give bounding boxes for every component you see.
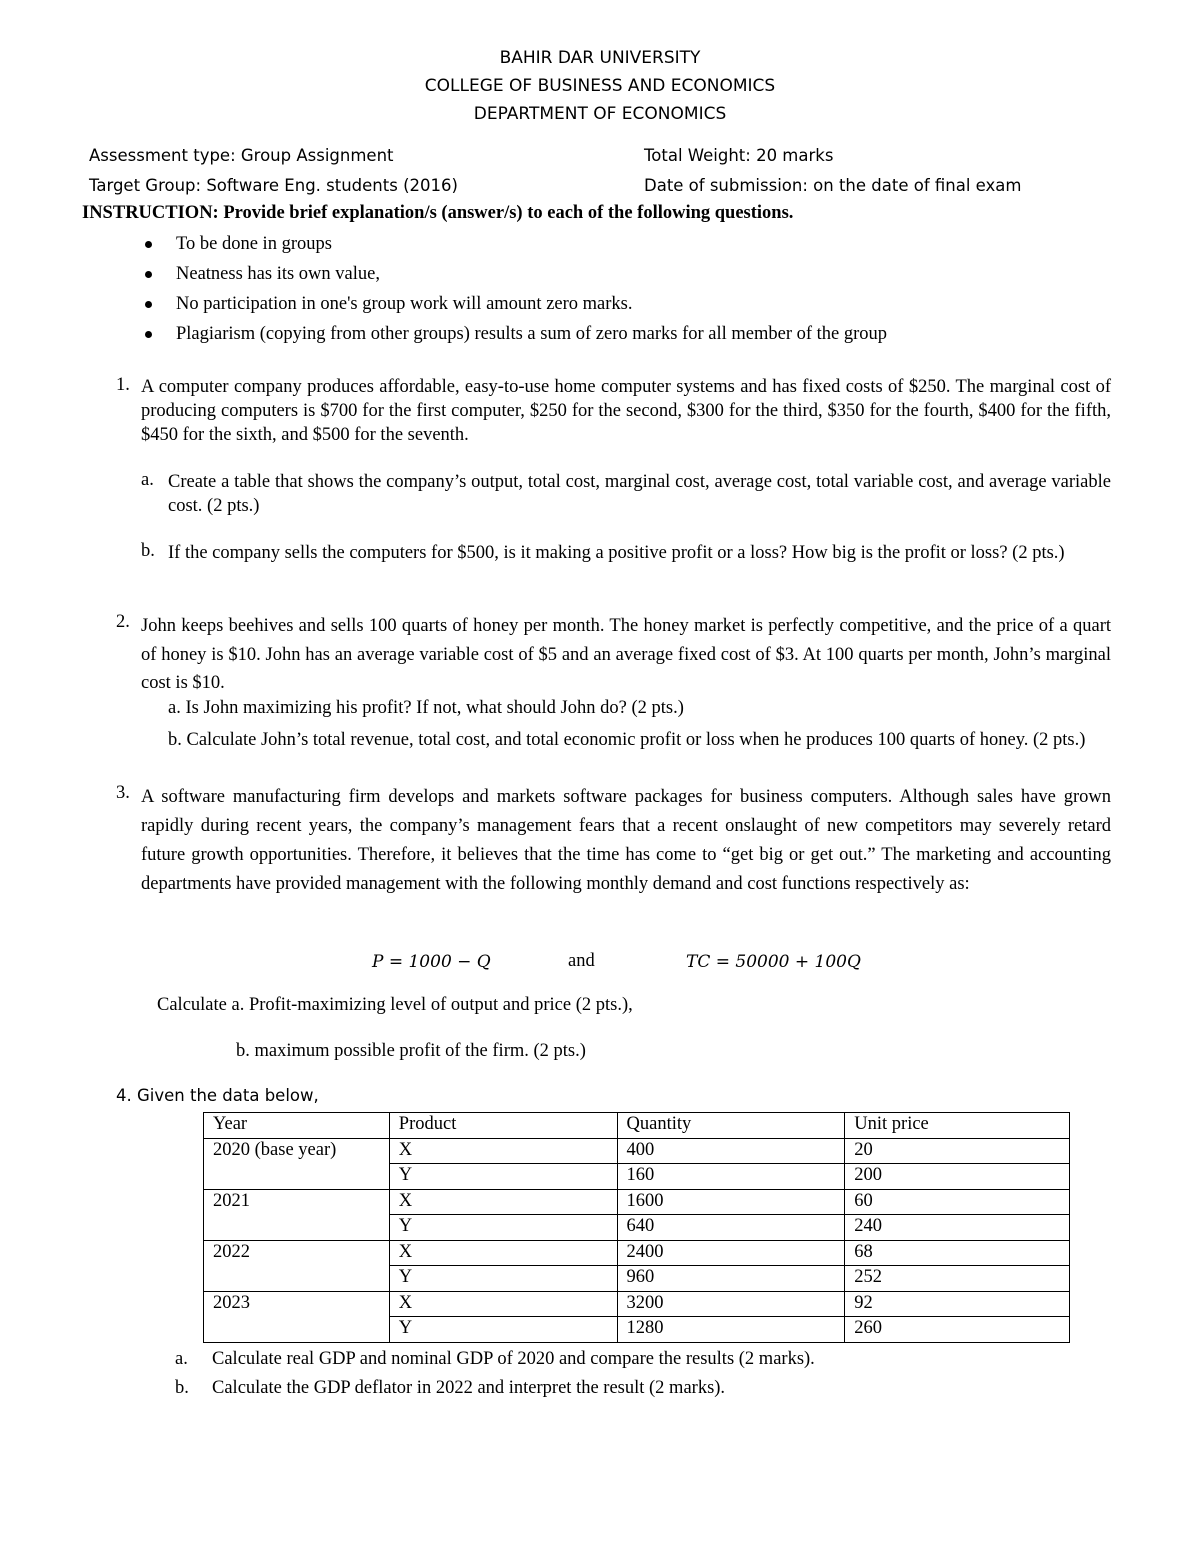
year-cell-empty — [204, 1215, 390, 1241]
table-row — [204, 1189, 1070, 1215]
product-cell: Y — [389, 1266, 617, 1292]
q3b-text: b. maximum possible profit of the firm. (2 pts.) — [236, 1041, 586, 1061]
table-row — [204, 1215, 1070, 1241]
q4b-label: b. — [175, 1378, 189, 1398]
quantity-cell: 160 — [617, 1164, 845, 1190]
price-cell: 240 — [845, 1215, 1070, 1241]
table-row — [204, 1138, 1070, 1164]
college-title: COLLEGE OF BUSINESS AND ECONOMICS — [424, 76, 776, 96]
q1a-label: a. — [141, 470, 154, 490]
instruction-heading: INSTRUCTION: Provide brief explanation/s (answer/s) to each of the following questions. — [82, 203, 794, 223]
year-cell: 2021 — [204, 1189, 390, 1215]
price-cell: 68 — [845, 1240, 1070, 1266]
price-cell: 252 — [845, 1266, 1070, 1292]
table-header-cell: Unit price — [845, 1113, 1070, 1139]
year-cell-empty — [204, 1266, 390, 1292]
product-cell: X — [389, 1138, 617, 1164]
table-header-row — [204, 1113, 1070, 1139]
quantity-cell: 400 — [617, 1138, 845, 1164]
assessment-type: Assessment type: Group Assignment — [89, 146, 394, 165]
q2a-text: a. Is John maximizing his profit? If not, what should John do? (2 pts.) — [168, 698, 684, 718]
q1a-text: Create a table that shows the company’s output, total cost, marginal cost, average cost, total variable cost, and average variable cost. (2 pts.) — [168, 472, 1111, 516]
q1b-text: If the company sells the computers for $500, is it making a positive profit or a loss? How big is the profit or loss? (2 pts.) — [168, 543, 1065, 563]
university-title: BAHIR DAR UNIVERSITY — [499, 48, 701, 68]
quantity-cell: 1600 — [617, 1189, 845, 1215]
equation-and: and — [568, 951, 595, 971]
bullet-icon — [145, 241, 152, 248]
quantity-cell: 1280 — [617, 1317, 845, 1343]
instruction-bullet: No participation in one's group work will amount zero marks. — [176, 294, 633, 314]
table-header-cell: Product — [389, 1113, 617, 1139]
submission-date: Date of submission: on the date of final exam — [644, 176, 1022, 195]
q1b-label: b. — [141, 541, 155, 561]
q2b-text: b. Calculate John’s total revenue, total cost, and total economic profit or loss when he produces 100 quarts of honey. (2 pts.) — [168, 730, 1086, 750]
price-cell: 260 — [845, 1317, 1070, 1343]
q2-text: John keeps beehives and sells 100 quarts of honey per month. The honey market is perfectly competitive, and the price of a quart of honey is $10. John has an average variable cost of $5 and an average fixed cost of $3. At 100 quarts per month, John’s marginal cost is $10. — [141, 616, 1111, 693]
q3a-text: Calculate a. Profit-maximizing level of output and price (2 pts.), — [157, 995, 633, 1015]
product-cell: Y — [389, 1215, 617, 1241]
year-cell-empty — [204, 1317, 390, 1343]
q1-number: 1. — [116, 375, 130, 395]
total-weight: Total Weight: 20 marks — [644, 146, 834, 165]
q4a-label: a. — [175, 1349, 188, 1369]
instruction-bullet: Plagiarism (copying from other groups) results a sum of zero marks for all member of the group — [176, 324, 888, 344]
year-cell: 2022 — [204, 1240, 390, 1266]
q3-number: 3. — [116, 783, 130, 803]
instruction-bullet: Neatness has its own value, — [176, 264, 380, 284]
price-cell: 92 — [845, 1291, 1070, 1317]
table-row — [204, 1164, 1070, 1190]
table-header-cell: Quantity — [617, 1113, 845, 1139]
q1-text: A computer company produces affordable, easy-to-use home computer systems and has fixed costs of $250. The marginal cost of producing computers is $700 for the first computer, $250 for the second, $300 for the third, $350 for the fourth, $400 for the fifth, $450 for the sixth, and $500 for the seventh. — [141, 377, 1111, 445]
quantity-cell: 960 — [617, 1266, 845, 1292]
product-cell: Y — [389, 1317, 617, 1343]
table-header-cell: Year — [204, 1113, 390, 1139]
price-cell: 200 — [845, 1164, 1070, 1190]
product-cell: X — [389, 1240, 617, 1266]
year-cell: 2023 — [204, 1291, 390, 1317]
year-cell-empty — [204, 1164, 390, 1190]
q4-text: 4. Given the data below, — [116, 1086, 319, 1105]
quantity-cell: 2400 — [617, 1240, 845, 1266]
year-cell: 2020 (base year) — [204, 1138, 390, 1164]
price-cell: 20 — [845, 1138, 1070, 1164]
quantity-cell: 3200 — [617, 1291, 845, 1317]
bullet-icon — [145, 301, 152, 308]
q2-number: 2. — [116, 612, 130, 632]
table-row — [204, 1291, 1070, 1317]
instruction-bullet: To be done in groups — [176, 234, 332, 254]
table-row — [204, 1266, 1070, 1292]
target-group: Target Group: Software Eng. students (2016) — [89, 176, 458, 195]
quantity-cell: 640 — [617, 1215, 845, 1241]
q3-text: A software manufacturing firm develops and markets software packages for business computers. Although sales have grown rapidly during recent years, the company’s management fears that a recent onslaught of new competitors may severely retard future growth opportunities. Therefore, it believes that the time has come to “get big or get out.” The marketing and accounting departments have provided management with the following monthly demand and cost functions respectively as: — [141, 787, 1111, 894]
bullet-icon — [145, 271, 152, 278]
cost-equation: TC = 50000 + 100Q — [686, 952, 861, 972]
product-cell: X — [389, 1189, 617, 1215]
department-title: DEPARTMENT OF ECONOMICS — [473, 104, 727, 124]
table-row — [204, 1317, 1070, 1343]
bullet-icon — [145, 331, 152, 338]
product-cell: Y — [389, 1164, 617, 1190]
table-row — [204, 1240, 1070, 1266]
q4b-text: Calculate the GDP deflator in 2022 and interpret the result (2 marks). — [212, 1378, 726, 1398]
demand-equation: P = 1000 − Q — [372, 952, 491, 972]
q4a-text: Calculate real GDP and nominal GDP of 2020 and compare the results (2 marks). — [212, 1349, 815, 1369]
price-cell: 60 — [845, 1189, 1070, 1215]
product-cell: X — [389, 1291, 617, 1317]
gdp-table — [203, 1112, 1070, 1343]
